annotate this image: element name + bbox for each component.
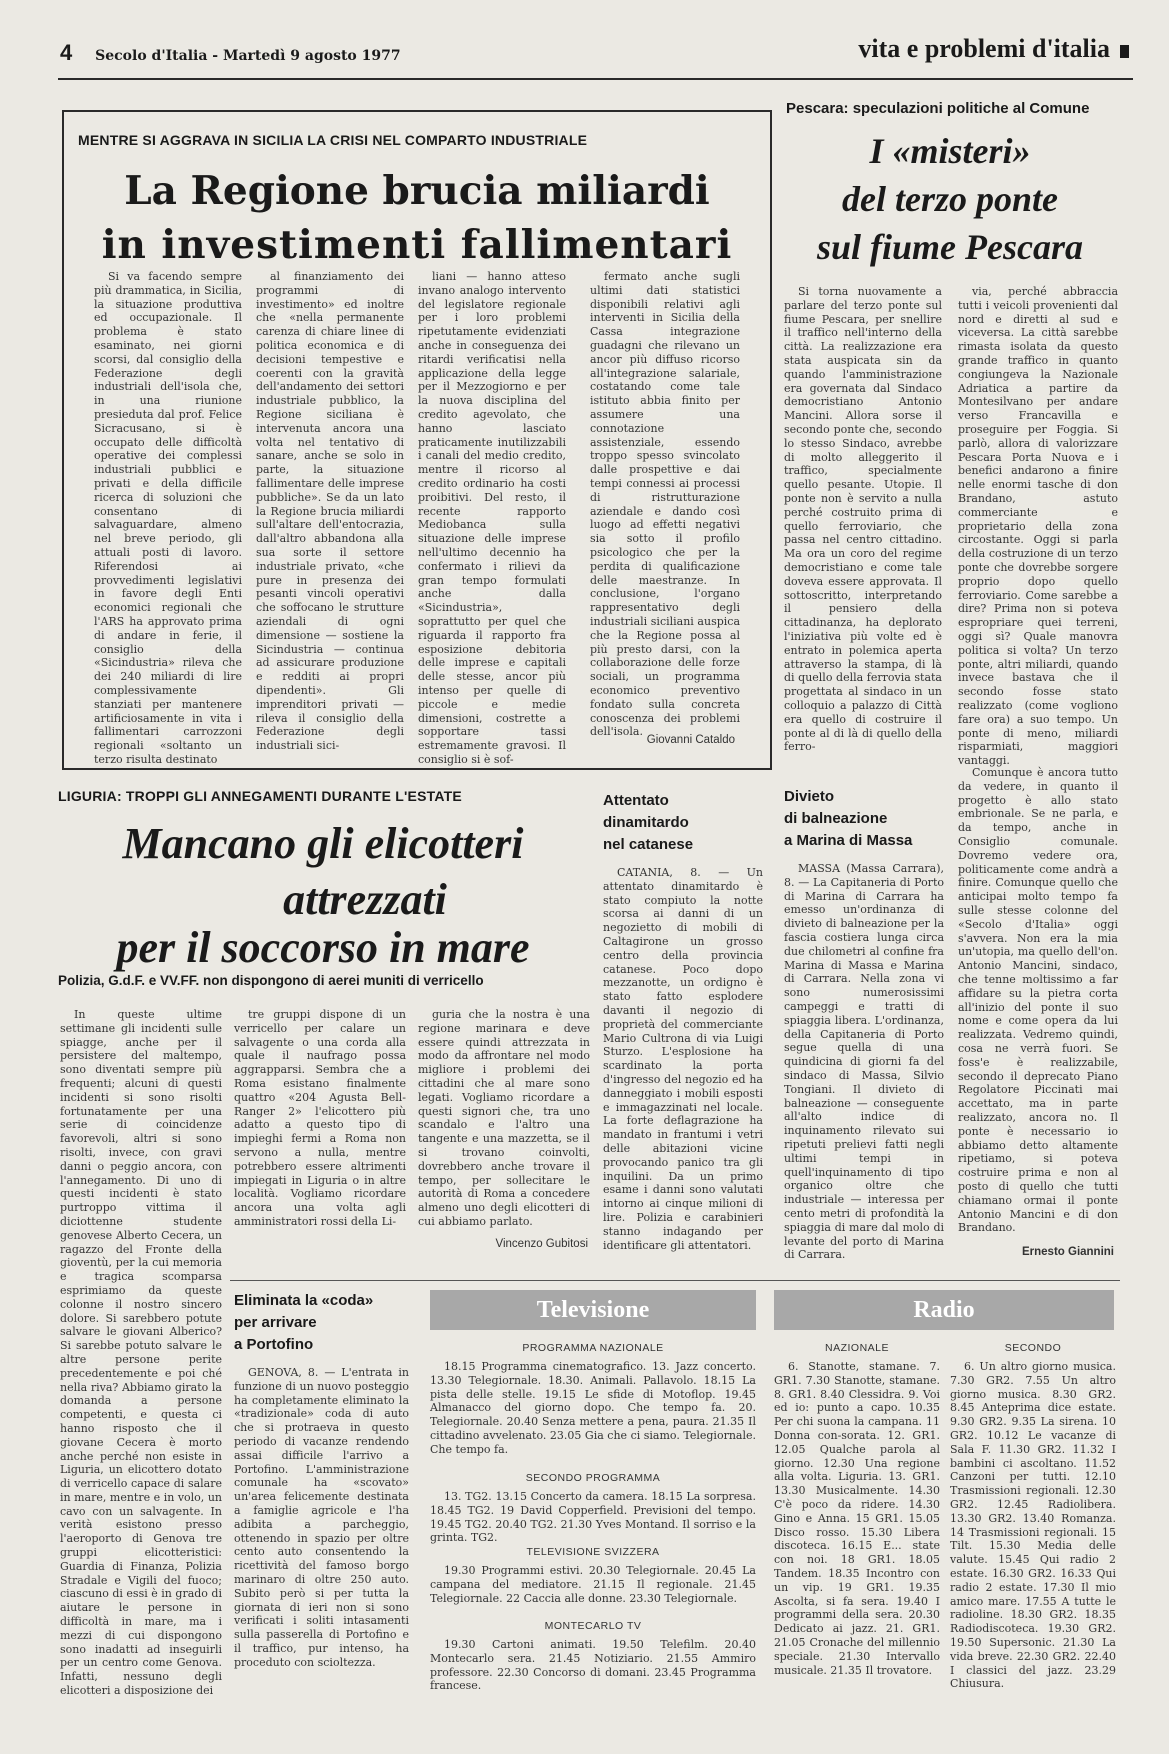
main-column-1	[94, 270, 242, 766]
tv-nazionale-body	[430, 1360, 756, 1468]
liguria-column-1	[60, 1008, 222, 1743]
listings-rule	[230, 1280, 1120, 1281]
catania-body-text: CATANIA, 8. — Un attentato dinamitardo è stato compiuto la notte scorsa ai danni di un negozietto di mobili di Caltagirone un grosso centro della provincia catanese. Poco dopo mezzanotte, un ordigno è stato fatto esplodere davanti il negozio di proprietà del commerciante Mario Cultrona di via Luigi Sturzo. L'esplosione ha scardinato la porta d'ingresso del negozio ed ha danneggiato i mobili esposti e immagazzinati nel locale. La forte deflagrazione ha mandato in frantumi i vetri delle abitazioni vicine provocando panico tra gli inquilini. Da un primo esame i danni sono valutati intorno ai cinque milioni di lire. Polizia e carabinieri stanno indagando per identificare gli attentatori.	[603, 866, 763, 1252]
main-column-2	[256, 270, 404, 753]
liguria-signature: Vincenzo Gubitosi	[495, 1238, 588, 1250]
radio-secondo-text: 6. Un altro giorno musica. 7.30 GR2. 7.55 Un altro giorno musica. 8.30 GR2. 8.45 Anteprima dice estate. 9.30 GR2. 9.35 La sirena. 10 GR2. 10.12 Le vacanze di Sala F. 11.30 GR2. 11.32 I bambini ci ascoltano. 11.52 Canzoni per tutti. 12.10 Trasmissioni regionali. 12.30 GR2. 12.45 Radiolibera. 13.30 GR2. 13.40 Romanza. 14 Trasmissioni regionali. 15 Tilt. 15.30 Media delle valute. 15.45 Qui radio 2 estate. 16.30 GR2. 16.33 Qui radio 2 estate. 17.30 Il mio amico mare. 17.55 A tutte le radioline. 18.30 GR2. 18.35 Radiodiscoteca. 19.30 GR2. 19.50 Supersonic. 21.30 La vida breve. 22.30 GR2. 22.40 I classici del jazz. 23.29 Chiusura.	[950, 1360, 1116, 1691]
tv-secondo-body	[430, 1490, 756, 1546]
catania-title	[603, 790, 763, 856]
liguria-headline-line-1: Mancano gli elicotteri	[122, 819, 524, 868]
pescara-headline-line-3: sul fiume Pescara	[817, 227, 1083, 267]
masthead-left	[60, 40, 401, 66]
portofino-title-line-3: a Portofino	[234, 1336, 314, 1353]
tv-secondo-text: 13. TG2. 13.15 Concerto da camera. 18.15 La sorpresa. 18.45 TG2. 19 David Copperfield. Previsioni del tempo. 19.45 TG2. 20.40 TG2. 21.30 Yves Montand. Il sorriso e la grinta. TG2.	[430, 1490, 756, 1545]
tv-svizzera-title: TELEVISIONE SVIZZERA	[526, 1546, 660, 1558]
main-headline-line-1: La Regione brucia miliardi	[124, 168, 710, 214]
pescara-headline-line-2: del terzo ponte	[842, 179, 1058, 219]
pescara-column-1-text: Si torna nuovamente a parlare del terzo ponte sul fiume Pescara, per snellire il traffico nell'interno della città. La realizzazione era stata auspicata sin da quando l'amministrazione era governata dal Sindaco democristiano Antonio Mancini. Allora sorse il secondo ponte che, secondo lo stesso Sindaco, avrebbe di molto alleggerito il traffico, specialmente quello pesante. Utopie. Il ponte non è servito a nulla perché costruito prima di quello ferroviario, che passa nel centro cittadino. Ma ora un coro del regime democristiano e come tale doveva essere approvata. Il sottoscritto, interpretando il pensiero della cittadinanza, ha deplorato l'iniziativa più volte ed è entrato in polemica aperta attraverso la stampa, di là di quello della ferrovia stata progettata al sindaco in un colloquio a palazzo di Città era quello di costruire il ponte al di là di quello della ferro-	[784, 285, 942, 754]
pescara-signature: Ernesto Giannini	[1021, 1246, 1114, 1258]
massa-title-line-2: di balneazione	[784, 810, 888, 827]
massa-title	[784, 786, 944, 852]
tv-svizzera-body	[430, 1564, 756, 1620]
radio-secondo-body	[950, 1360, 1116, 1740]
massa-title-line-1: Divieto	[784, 788, 835, 805]
pescara-continuation-text: Comunque è ancora tutto da vedere, in quanto il progetto è allo stato embrionale. Se ne parla, e da tempo, anche in Consiglio comunale. Dovremo vedere ora, politicamente come andrà a finire. Comunque quello che anticipai molto tempo fa sulle stesse colonne del «Secolo d'Italia» oggi s'avvera. Non era la mia un'utopia, ma quello dell'on. Antonio Mancini, sindaco, che tenne moltissimo a far affidare su la pietra corta all'inizio del ponte il suo nome e come opera da lui realizzata. Vedremo quindi, cosa ne verrà fuori. Se foss'e è realizzabile, secondo il deprecato Piano Regolatore Piccinati mai accettato, ma in parte realizzato, ancora no. Il ponte è necessario io abbiamo detto altamente ripetiamo, si poteva costruire prima e non al posto di quello che tutti chiamano ormai il ponte Antonio Mancini e di don Brandano.	[958, 766, 1118, 1235]
page-number: 4	[60, 40, 73, 65]
liguria-headline-line-2: attrezzati	[283, 875, 447, 924]
portofino-title	[234, 1290, 409, 1356]
liguria-headline-line-3: per il soccorso in mare	[116, 923, 530, 972]
pescara-column-1	[784, 285, 942, 755]
main-column-3-text: liani — hanno atteso invano analogo intervento del legislatore regionale per i loro problemi ripetutamente evidenziati anche in conseguenza dei ritardi verificatisi nella applicazione della legge per il Mezzogiorno e per la nuova disciplina del credito agevolato, che hanno lasciato praticamente inutilizzabili i canali del medio credito, mentre il ricorso al credito ordinario ha costi proibitivi. Del resto, il recente rapporto Mediobanca sulla situazione delle imprese nell'ultimo decennio ha confermato i rilievi da gran tempo formulati anche dalla «Sicindustria», soprattutto per quel che riguarda il rapporto fra esposizione debitoria delle imprese e capitali delle stesse, ancor più intenso per quelle di piccole e medie dimensioni, costrette a sopportare tassi estremamente gravosi. Il consiglio si è sof-	[418, 270, 566, 766]
massa-body-text: MASSA (Massa Carrara), 8. — La Capitaneria di Porto di Marina di Carrara ha emesso un'ordinanza di divieto di balneazione per la fascia costiera lunga circa due chilometri al confine fra Marina di Massa e Marina di Carrara. Nella zona vi sono numerosissimi campeggi e tratti di spiaggia libera. L'ordinanza, della Capitaneria di Porto segue quella di una quindicina di giorni fa del sindaco di Massa, Silvio Tongiani. Il divieto di balneazione — conseguente all'alto indice di inquinamento rilevato sui ripetuti prelievi fatti negli ultimi tempi in quell'inquinamento di tipo organico oltre che industriale — interessa per cento metri di profondità la spiaggia di mare dal molo di levante del porto di Marina di Carrara.	[784, 862, 944, 1262]
liguria-column-3	[418, 1008, 590, 1233]
main-article-box	[62, 110, 772, 770]
pescara-continuation	[958, 766, 1118, 1246]
catania-title-line-1: Attentato	[603, 792, 669, 809]
main-headline-line-2: in investimenti fallimentari	[101, 222, 733, 268]
main-column-1-text: Si va facendo sempre più drammatica, in Sicilia, la situazione produttiva ed occupazionale. Il problema è stato esaminato, nei giorni scorsi, dal consiglio della Federazione degli industriali dell'isola che, in una riunione presieduta dal prof. Felice Sicracusano, si è occupato delle difficoltà operative dei complessi industriali pubblici e privati e della difficile ricerca di soluzioni che consentano di salvaguardare, almeno nel breve periodo, gli attuali posti di lavoro. Riferendosi ai provvedimenti legislativi in favore degli Enti economici regionali che l'ARS ha approvato prima di andare in ferie, il consiglio della «Sicindustria» rileva che dei 240 miliardi di lire complessivamente stanziati per mantenere artificiosamente in vita i fallimentari carrozzoni regionali «soltanto un terzo risulta destinato	[94, 270, 242, 766]
liguria-column-2-text: tre gruppi dispone di un verricello per calare un salvagente o una corda alla quale il naufrago possa aggrapparsi. Sembra che a Roma esistano finalmente quattro «204 Agusta Bell-Ranger 2» l'elicottero più adatto a questo tipo di impieghi fermi a Roma non servono a nulla, mentre potrebbero essere altrimenti impiegati in Liguria o in altre località. Vogliamo ricordare ancora una volta agli amministratori rossi della Li-	[234, 1008, 406, 1228]
main-kicker: MENTRE SI AGGRAVA IN SICILIA LA CRISI NEL COMPARTO INDUSTRIALE	[78, 132, 588, 148]
portofino-body	[234, 1366, 409, 1744]
portofino-title-line-2: per arrivare	[234, 1314, 317, 1331]
tv-svizzera-text: 19.30 Programmi estivi. 20.30 Telegiornale. 20.45 La campana del mediatore. 21.15 Il regionale. 21.45 Telegiornale. 22 Caccia alle donne. 23.30 Telegiornale.	[430, 1564, 756, 1605]
pescara-column-2-text: via, perché abbraccia tutti i veicoli provenienti dal nord e diretti al sud e viceversa. La città sarebbe rimasta isolata da questo grande traffico in quanto congiungeva la Nazionale Adriatica a partire da Montesilvano per andare verso Francavilla e proseguire per Foggia. Si parlò, allora di valorizzare Pescara Porta Nuova e i benefici andarono a finire nelle enormi tasche di don Brandano, astuto commerciante e proprietario della zona circostante. Oggi si parla della costruzione di un terzo ponte che dovrebbe sorgere proprio dopo quello ferroviario. Come sarebbe a dire? Prima non si poteva espropriare quei terreni, oggi sì? Quale manovra politica si volta? Un terzo ponte, altri miliardi, quando invece bastava che il secondo fosse stato realizzato (come vogliono fare ora) a suo tempo. Un ponte di meno, miliardi risparmiati, maggiori vantaggi.	[958, 285, 1118, 768]
portofino-body-text: GENOVA, 8. — L'entrata in funzione di un nuovo posteggio ha completamente eliminato la «tradizionale» coda di auto che si protraeva in questo periodo di vacanze rendendo assai difficile l'arrivo a Portofino. L'amministrazione comunale ha «scovato» un'area felicemente destinata a famiglie agricole e l'ha adibita a parcheggio, ottenendo in spazio per oltre cento auto consentendo la ricettività del famoso borgo marinaro di oltre 250 auto. Subito però si per tutta la giornata di ieri non si sono verificati i soliti intasamenti sulla passerella di Portofino e il traffico, pur intenso, ha proceduto con scioltezza.	[234, 1366, 409, 1669]
pescara-headline-line-1: I «misteri»	[869, 131, 1031, 171]
radio-nazionale-text: 6. Stanotte, stamane. 7. GR1. 7.30 Stanotte, stamane. 8. GR1. 8.40 Clessidra. 9. Voi ed io: punto a capo. 10.35 Per chi suona la campana. 11 Donna con-sorata. 12. GR1. 12.05 Qualche parola al giorno. 12.30 Una regione alla volta. Liguria. 13. GR1. 13.30 Musicalmente. 14.30 C'è poco da ridere. 14.30 Gino e Anna. 15 GR1. 15.05 Disco rosso. 15.30 Libera discoteca. 16.15 E... state con noi. 18 GR1. 18.05 Tandem. 18.35 Incontro con un vip. 19 GR1. 19.35 Ascolta, si fa sera. 19.40 I programmi della sera. 20.30 Dedicato ai jazz. 21. GR1. 21.05 Cronache del millennio speciale. 21.30 Intervallo musicale. 21.35 Il trovatore.	[774, 1360, 940, 1677]
section-marker-icon	[1120, 45, 1129, 58]
main-signature: Giovanni Cataldo	[646, 734, 735, 746]
radio-band: Radio	[774, 1290, 1114, 1330]
catania-title-line-2: dinamitardo	[603, 814, 689, 831]
liguria-column-2	[234, 1008, 406, 1263]
main-column-3	[418, 270, 566, 766]
tv-band: Televisione	[430, 1290, 756, 1330]
liguria-column-1-text: In queste ultime settimane gli incidenti sulle spiagge, anche per il persistere del maltempo, sono diventati sempre più frequenti; alcuni di questi incidenti si sono risolti fortunatamente per una serie di coincidenze favorevoli, altri si sono risolti, invece, con gravi danni o peggio ancora, con l'annegamento. Di uno di questi incidenti è stato purtroppo vittima il diciottenne studente genovese Alberto Cecera, un ragazzo del Fronte della gioventù, per la cui memoria e tragica scomparsa esprimiamo da queste colonne il nostro sincero dolore. Si sarebbero potute salvare le giovani Alberico? Si sarebbe potuto salvare le altre persone perite precedentemente e poi ché nella riva? Abbiamo girato la domanda a persone competenti, e questa ci hanno risposto che il giovane Cecera è morto anche perché non esiste in Liguria, un elicottero dotato di verricello capace di salare in mare, mentre e in volo, un cavo con un salvagente. In verità esistono presso l'aeroporto di Genova tre gruppi elicotteristici: Guardia di Finanza, Polizia Stradale e Vigili del fuoco; ciascuno di essi è in grado di aiutare le persone in difficoltà in mare, ma i mezzi di cui dispongono sono inadatti ad inseguirli per un centro come Genova. Infatti, nessuno degli elicotteri a disposizione dei	[60, 1008, 222, 1698]
publication-line: Secolo d'Italia - Martedì 9 agosto 1977	[95, 48, 401, 64]
main-column-2-text: al finanziamento dei programmi di investimento» ed inoltre che «nella permanente carenza di chiare linee di politica economica e di decisioni tempestive e coerenti con la gravità dell'andamento dei settori industriale pubblico, la Regione siciliana è intervenuta ancora una volta nel tentativo di sanare, anche se solo in parte, la situazione fallimentare delle imprese pubbliche». Se da un lato la Regione brucia miliardi sull'altare dell'entocrazia, dall'altro abbandona alla sua sorte il settore industriale privato, «che pure in presenza dei pesanti vincoli operativi che soffocano le strutture aziendali di ogni dimensione — sostiene la Sicindustria — continua ad assicurare produzione e redditi ai propri dipendenti». Gli imprenditori privati — rileva il consiglio della Federazione degli industriali sici-	[256, 270, 404, 753]
tv-montecarlo-text: 19.30 Cartoni animati. 19.50 Telefilm. 20.40 Montecarlo sera. 21.45 Notiziario. 21.55 Ammiro professore. 22.30 Concorso di domani. 23.45 Programma francese.	[430, 1638, 756, 1693]
tv-montecarlo-body	[430, 1638, 756, 1694]
tv-nazionale-text: 18.15 Programma cinematografico. 13. Jazz concerto. 13.30 Telegiornale. 18.30. Animali. Pallavolo. 18.15 La pista delle stelle. 19.15 Le sfide di Motoflop. 19.45 Almanacco del giorno dopo. Che tempo fa. 20. Telegiornale. 20.40 Senza mettere a pena, paura. 21.35 Il cittadino avvelenato. 23.05 Gia che ci siamo. Telegiornale. Che tempo fa.	[430, 1360, 756, 1456]
liguria-column-3-text: guria che la nostra è una regione marinara e deve essere quindi attrezzata in modo da affrontare nel modo migliore i problemi dei cittadini che al mare sono legati. Vogliamo ricordare a questi signori che, tra uno scandalo e l'altro una tangente e una mazzetta, se il si trovano coinvolti, dovrebbero anche trovare il tempo, per sollecitare le autorità di Roma a concedere almeno uno degli elicotteri di cui abbiamo parlato.	[418, 1008, 590, 1228]
main-column-4	[590, 270, 740, 739]
catania-title-line-3: nel catanese	[603, 836, 694, 853]
liguria-subhead: Polizia, G.d.F. e VV.FF. non dispongono di aerei muniti di verricello	[58, 973, 484, 988]
masthead-rule	[58, 78, 1133, 80]
radio-nazionale-title: NAZIONALE	[824, 1342, 889, 1354]
radio-nazionale-body	[774, 1360, 940, 1740]
tv-secondo-title: SECONDO PROGRAMMA	[525, 1472, 661, 1484]
pescara-column-2	[958, 285, 1118, 768]
catania-body	[603, 866, 763, 1256]
radio-secondo-title: SECONDO	[1004, 1342, 1062, 1354]
massa-body	[784, 862, 944, 1262]
tv-nazionale-title: PROGRAMMA NAZIONALE	[522, 1342, 664, 1354]
section-title	[858, 34, 1129, 64]
liguria-kicker: LIGURIA: TROPPI GLI ANNEGAMENTI DURANTE L'ESTATE	[58, 788, 462, 804]
massa-title-line-3: a Marina di Massa	[784, 832, 913, 849]
portofino-title-line-1: Eliminata la «coda»	[234, 1292, 374, 1309]
main-column-4-text: fermato anche sugli ultimi dati statistici disponibili relativi agli interventi in Sicilia della Cassa integrazione guadagni che rilevano un ancor più diffuso ricorso all'integrazione salariale, costatando come tale istituto abbia finito per assumere una connotazione assistenziale, essendo troppo spesso svincolato dalle prospettive e dai tempi connessi ai processi di ristrutturazione aziendale e dando così luogo ad effetti negativi sia sotto il profilo psicologico che per la perdita di qualificazione delle maestranze. In conclusione, l'organo rappresentativo degli industriali siciliani auspica che la Regione possa al più presto darsi, con la collaborazione delle forze sociali, un programma economico preventivo fondato sulla concreta conoscenza dei problemi dell'isola.	[590, 270, 740, 739]
pescara-kicker: Pescara: speculazioni politiche al Comune	[786, 100, 1090, 117]
section-label: vita e problemi d'italia	[858, 34, 1110, 63]
tv-montecarlo-title: MONTECARLO TV	[544, 1620, 642, 1632]
